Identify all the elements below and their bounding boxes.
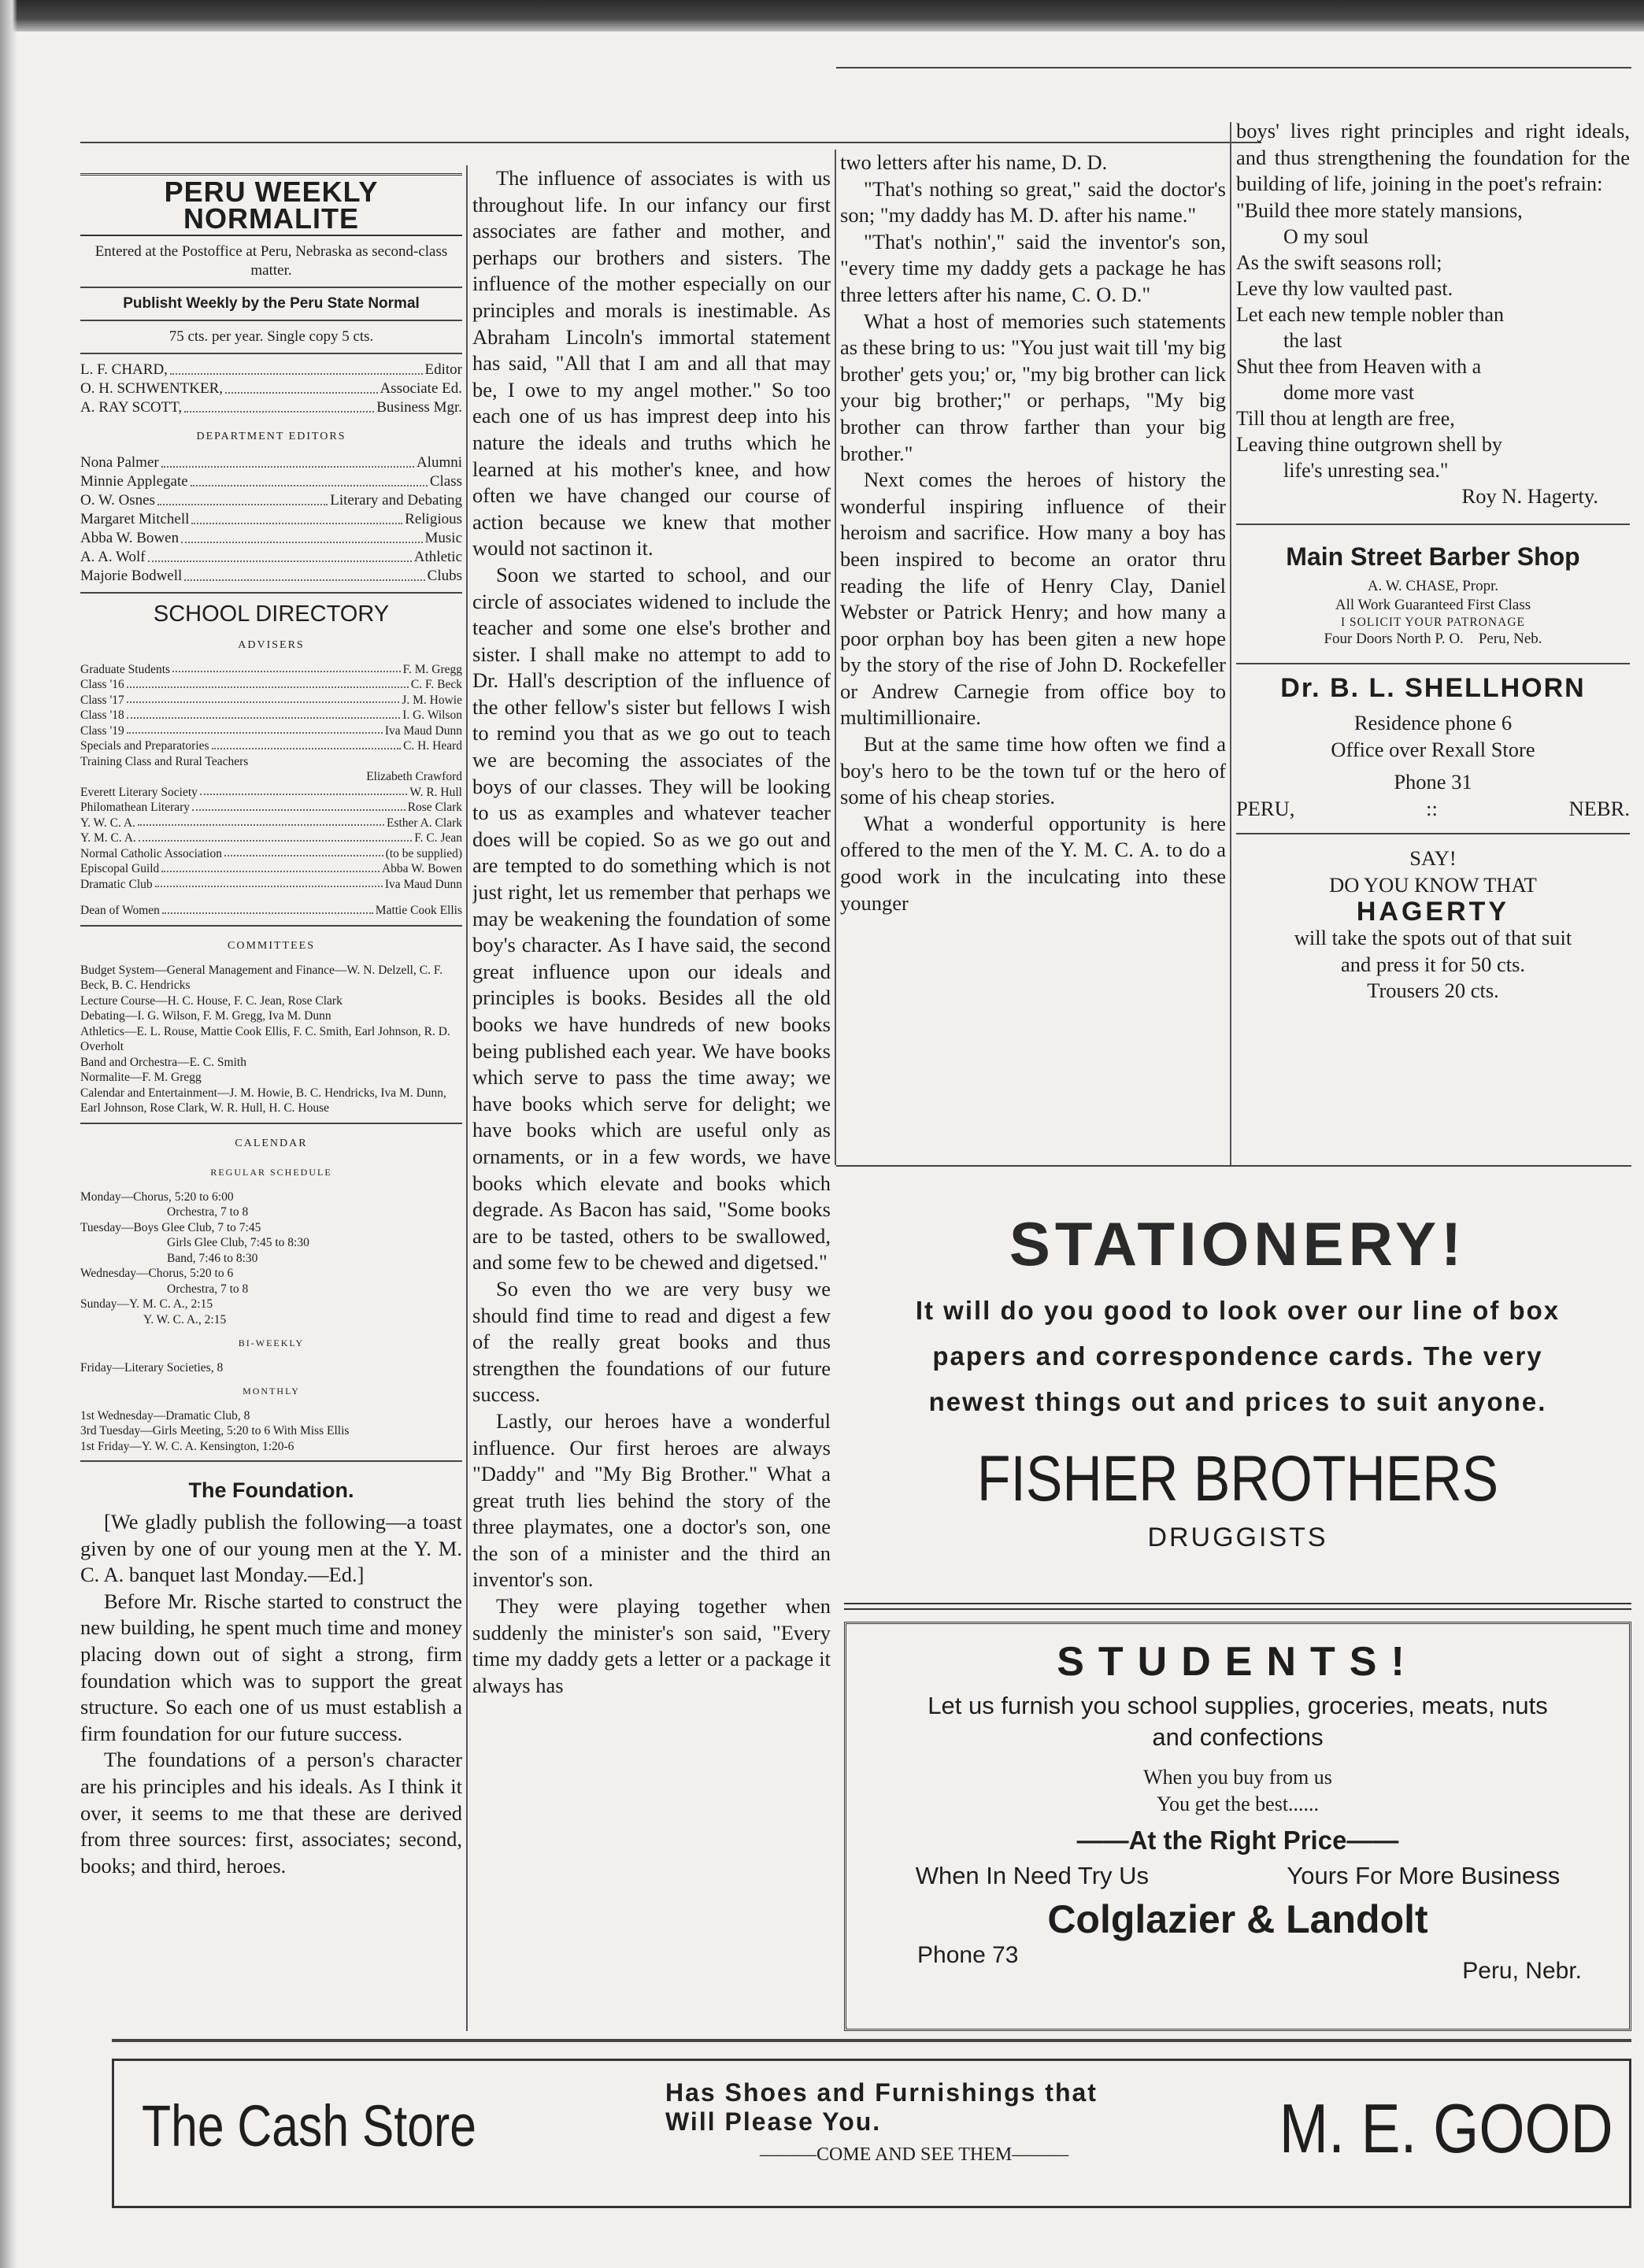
poem-line: Leve thy low vaulted past. xyxy=(1236,276,1453,300)
article-paragraph: "That's nothin'," said the inventor's son, "every time my daddy gets a package he has three letters after his name, C. O. D." xyxy=(840,229,1226,306)
rule xyxy=(80,353,462,354)
article-paragraph: But at the same time how often we find a boy's hero to be the town tuf or the hero of some of his cheap stories. xyxy=(840,732,1226,809)
rule xyxy=(80,320,462,321)
calendar-list xyxy=(80,1189,462,1328)
article-paragraph: What a wonderful opportunity is here offered to the men of the Y. M. C. A. to do a good work in the inculcating into these younger xyxy=(840,811,1226,915)
article-paragraph: [We gladly publish the following—a toast given by one of our young men at the Y. M. C. A. banquet last Monday.—Ed.] xyxy=(80,1510,462,1587)
article-paragraph: They were playing together when suddenly the minister's son said, "Every time my daddy gets a letter or a package it always has xyxy=(472,1594,831,1697)
poem-line: Shut thee from Heaven with a xyxy=(1236,354,1482,378)
dept-line: Margaret Mitchell Religious xyxy=(80,510,462,527)
poem-line: dome more vast xyxy=(1283,380,1415,404)
committees-heading: COMMITTEES xyxy=(228,939,315,952)
committee-item: Lecture Course—H. C. House, F. C. Jean, Rose Clark xyxy=(80,993,342,1008)
ads-top-rule xyxy=(836,1165,1631,1167)
article-paragraph: Next comes the heroes of history the wonderful inspiring influence of their heroism and sacrifice. How many a boy has been inspired to become an orator thru reading the life of Henry Clay, Daniel Webster or Patrick Henry; and how many a poor orphan boy has been giten a new hope by the story of the rise of John D. Rockefeller or Andrew Carnegie from office boy to multimillionaire. xyxy=(840,468,1226,730)
adviser-line: Dramatic Club Iva Maud Dunn xyxy=(80,877,462,891)
column-rule-3 xyxy=(1230,122,1231,1165)
calendar-item: Y. W. C. A., 2:15 xyxy=(143,1312,227,1326)
stationery-ad xyxy=(844,1193,1631,1610)
dept-line: A. A. Wolf Athletic xyxy=(80,548,462,565)
committee-item: Budget System—General Management and Finance—W. N. Delzell, C. F. Beck, B. C. Hendricks xyxy=(80,963,443,993)
hagerty-line: Trousers 20 cts. xyxy=(1367,979,1499,1003)
column-2 xyxy=(472,165,831,1699)
biweekly-heading: BI-WEEKLY xyxy=(238,1337,305,1349)
committee-item: Calendar and Entertainment—J. M. Howie, B. C. Hendricks, Iva M. Dunn, Earl Johnson, Rose Clark, W. R. Hull, H. C. House xyxy=(80,1086,446,1116)
scan-top-band xyxy=(0,0,1644,31)
adviser-line: Normal Catholic Association (to be supplied) xyxy=(80,846,462,860)
column-rule-1 xyxy=(466,165,468,2031)
hagerty-say: SAY! xyxy=(1409,846,1457,871)
article-title: The Foundation. xyxy=(188,1478,354,1503)
poem-line: As the swift seasons roll; xyxy=(1236,250,1442,274)
masthead-title: PERU WEEKLY NORMALITE xyxy=(80,173,462,236)
students-phone-line: Phone 73 Peru, Nebr. xyxy=(917,1942,1582,1984)
rule xyxy=(1236,524,1630,525)
barber-title: Main Street Barber Shop xyxy=(1286,542,1580,572)
students-firm: Colglazier & Landolt xyxy=(1047,1897,1428,1941)
masthead-price: 75 cts. per year. Single copy 5 cts. xyxy=(168,328,374,346)
monthly-item: 1st Wednesday—Dramatic Club, 8 xyxy=(80,1408,250,1423)
monthly-heading: MONTHLY xyxy=(243,1386,300,1397)
barber-line: All Work Guaranteed First Class xyxy=(1335,596,1531,613)
cash-owner: M. E. GOOD xyxy=(1279,2089,1613,2167)
calendar-item: Monday—Chorus, 5:20 to 6:00 xyxy=(80,1189,234,1204)
monthly-list xyxy=(80,1408,462,1455)
staff-line: A. RAY SCOTT, Business Mgr. xyxy=(80,399,462,416)
article-author: Roy N. Hagerty. xyxy=(1461,483,1598,508)
calendar-item: Sunday—Y. M. C. A., 2:15 xyxy=(80,1297,213,1312)
adviser-line: Y. M. C. A. F. C. Jean xyxy=(80,831,462,845)
hagerty-know: DO YOU KNOW THAT xyxy=(1329,873,1537,897)
committees-list xyxy=(80,963,462,1116)
adviser-line: Specials and Preparatories C. H. Heard xyxy=(80,739,462,753)
article-paragraph: The foundations of a person's character are his principles and his ideals. As I think it over, it seems to me that these are derived from three sources: first, associates; second, books; and third, heroes. xyxy=(80,1748,462,1878)
adviser-line: Class '19 Iva Maud Dunn xyxy=(80,723,462,738)
hagerty-line: will take the spots out of that suit xyxy=(1294,926,1572,950)
adviser-line: Philomathean Literary Rose Clark xyxy=(80,801,462,815)
stationery-firm: FISHER BROTHERS xyxy=(976,1443,1499,1515)
calendar-heading: CALENDAR xyxy=(235,1137,308,1149)
students-line: When you buy from us xyxy=(1143,1766,1332,1789)
doctor-ad xyxy=(1236,671,1630,827)
adviser-line: Everett Literary Society W. R. Hull xyxy=(80,785,462,799)
cash-title: The Cash Store xyxy=(142,2093,476,2159)
stationery-title: STATIONERY! xyxy=(1009,1209,1467,1278)
article-paragraph: So even tho we are very busy we should find time to read and digest a few of the really great books and thus strengthen the foundations of our future success. xyxy=(472,1276,831,1407)
rule xyxy=(80,1123,462,1124)
calendar-item: Wednesday—Chorus, 5:20 to 6 xyxy=(80,1267,234,1281)
stationery-line: papers and correspondence cards. The very xyxy=(932,1341,1543,1371)
students-ad xyxy=(844,1622,1631,2031)
monthly-item: 1st Friday—Y. W. C. A. Kensington, 1:20-6 xyxy=(80,1439,294,1453)
article-paragraph: Lastly, our heroes have a wonderful influence. Our first heroes are always "Daddy" and "My Big Brother." What a great truth lies behind the story of the three playmates, one a doctor's son, one the son of a minister and the third an inventor's son. xyxy=(472,1408,831,1592)
article-paragraph: "That's nothing so great," said the doctor's son; "my daddy has M. D. after his name." xyxy=(840,176,1226,228)
cash-store-ad xyxy=(112,2059,1631,2208)
barber-line: Four Doors North P. O. Peru, Neb. xyxy=(1324,631,1542,648)
committee-item: Athletics—E. L. Rouse, Mattie Cook Ellis, F. C. Smith, Earl Johnson, R. D. Overholt xyxy=(80,1024,450,1054)
calendar-item: Orchestra, 7 to 8 xyxy=(167,1282,249,1296)
article-paragraph: two letters after his name, D. D. xyxy=(840,150,1108,174)
advisers-heading: ADVISERS xyxy=(238,639,305,652)
biweekly-item: Friday—Literary Societies, 8 xyxy=(80,1360,224,1374)
scan-left-edge xyxy=(0,0,17,2268)
article-paragraph: Soon we started to school, and our circle of associates widened to include the teacher and some one else's brother and sister. I shall make no attempt to add to Dr. Hall's description of the influence of the other fellow's sister but fellows I wish to remind you that as we go out to teach we are becoming the associates of the boys of our classes. They will be looking to us as examples and whatever teacher does will be copied. So as we go out and are tempted to do something which is not just right, let us remember that perhaps we may be weakening the foundation of some boy's character. As I have said, the second great influence upon our ideals and principles is books. Besides all the old books we have hundreds of new books being published each year. We have books which serve to pass the time away; we have books which serve for delight; we have books which are useful only as ornaments, or in a few words, we have books which elevate and books which degrade. As Bacon has said, "Some books are to be tasted, others to be swallowed, and some few to be chewed and digetsed." xyxy=(472,562,831,1275)
dept-line: Majorie Bodwell Clubs xyxy=(80,567,462,584)
stationery-bottom-rule xyxy=(844,1603,1631,1610)
calendar-item: Tuesday—Boys Glee Club, 7 to 7:45 xyxy=(80,1220,261,1234)
article-paragraph: boys' lives right principles and right ideals, and thus strengthening the foundation for the building of life, joining in the poet's refrain: xyxy=(1236,119,1630,196)
cash-line: Has Shoes and Furnishings that xyxy=(665,2078,1098,2107)
column-rule-2 xyxy=(835,150,836,1165)
article-paragraph: Before Mr. Rische started to construct the new building, he spent much time and money placing down out of sight a strong, firm foundation which was to support the great structure. So each one of us must establish a firm foundation for our future success. xyxy=(80,1589,462,1745)
hagerty-line: and press it for 50 cts. xyxy=(1340,952,1526,976)
committee-item: Debating—I. G. Wilson, F. M. Gregg, Iva M. Dunn xyxy=(80,1009,331,1023)
committee-item: Band and Orchestra—E. C. Smith xyxy=(80,1055,246,1069)
stationery-line: It will do you good to look over our line of box xyxy=(915,1296,1561,1325)
cash-line: ———COME AND SEE THEM——— xyxy=(760,2144,1069,2165)
students-price: ——At the Right Price—— xyxy=(1076,1826,1399,1855)
barber-line: I SOLICIT YOUR PATRONAGE xyxy=(1341,615,1525,629)
poem-line: Till thou at length are free, xyxy=(1236,406,1455,430)
rule xyxy=(80,925,462,927)
hagerty-ad xyxy=(1236,841,1630,1009)
poem-line: "Build thee more stately mansions, xyxy=(1236,198,1523,222)
staff-line: L. F. CHARD, Editor xyxy=(80,361,462,379)
barber-line: A. W. CHASE, Propr. xyxy=(1367,577,1499,594)
adviser-line: Class '16 C. F. Beck xyxy=(80,678,462,692)
calendar-item: Girls Glee Club, 7:45 to 8:30 xyxy=(167,1236,309,1250)
poem-line: the last xyxy=(1283,328,1342,352)
doctor-line: Residence phone 6 xyxy=(1353,711,1513,735)
students-line: You get the best...... xyxy=(1156,1793,1320,1815)
students-line: Let us furnish you school supplies, groceries, meats, nuts xyxy=(928,1692,1548,1719)
poem-line: Let each new temple nobler than xyxy=(1236,302,1505,326)
dept-line: O. W. Osnes Literary and Debating xyxy=(80,491,462,509)
dept-line: Nona Palmer Alumni xyxy=(80,453,462,471)
adviser-line: Training Class and Rural Teachers Elizabeth Crawford xyxy=(80,754,462,784)
masthead-publisher: Publisht Weekly by the Peru State Normal xyxy=(123,295,420,313)
rule xyxy=(80,1460,462,1462)
bottom-rule xyxy=(112,2039,1631,2042)
article-paragraph: The influence of associates is with us throughout life. In our infancy our first associates are father and mother, and perhaps our brothers and sisters. The influence of the mother especially on our principles and morals is inestimable. As Abraham Lincoln's immortal statement has said, "All that I am and all that may be, I owe to my angel mother." So too each one of us has imprest deep into his nature the ideals and truths which he learned at his mother's knee, and how often we have changed our course of action because we knew that mother would not sactinon it. xyxy=(472,166,831,561)
hagerty-name: HAGERTY xyxy=(1356,896,1510,927)
stationery-line: newest things out and prices to suit anyone. xyxy=(928,1387,1547,1416)
adviser-line: Dean of Women Mattie Cook Ellis xyxy=(80,904,462,918)
adviser-line: Class '18 I. G. Wilson xyxy=(80,709,462,723)
rule xyxy=(1236,663,1630,664)
masthead-staff xyxy=(80,361,462,417)
column-3 xyxy=(840,150,1226,916)
poem-line: Leaving thine outgrown shell by xyxy=(1236,432,1502,456)
poem-line: O my soul xyxy=(1283,224,1369,248)
regular-heading: REGULAR SCHEDULE xyxy=(210,1167,332,1178)
adviser-line: Graduate Students F. M. Gregg xyxy=(80,662,462,676)
calendar-item: Band, 7:46 to 8:30 xyxy=(167,1251,258,1265)
cash-line: Will Please You. xyxy=(665,2107,882,2136)
monthly-item: 3rd Tuesday—Girls Meeting, 5:20 to 6 With Miss Ellis xyxy=(80,1424,350,1438)
doctor-line: Office over Rexall Store xyxy=(1331,737,1535,761)
committee-item: Normalite—F. M. Gregg xyxy=(80,1071,202,1085)
rule xyxy=(80,592,462,594)
staff-line: O. H. SCHWENTKER, Associate Ed. xyxy=(80,380,462,398)
header-rule xyxy=(80,142,1261,143)
students-title: STUDENTS! xyxy=(1057,1639,1419,1685)
dept-line: Minnie Applegate Class xyxy=(80,472,462,490)
barber-ad xyxy=(1236,531,1630,657)
adviser-line: Y. W. C. A. Esther A. Clark xyxy=(80,816,462,830)
doctor-phone: Phone 31 xyxy=(1394,770,1472,794)
top-rule xyxy=(836,67,1631,68)
newspaper-page xyxy=(17,31,1644,2268)
advisers-list xyxy=(80,662,462,919)
adviser-line: Episcopal Guild Abba W. Bowen xyxy=(80,862,462,876)
cash-middle xyxy=(665,2078,1216,2166)
poem-line: life's unresting sea." xyxy=(1283,458,1449,482)
doctor-city-line: PERU, :: NEBR. xyxy=(1236,796,1630,820)
directory-title: SCHOOL DIRECTORY xyxy=(153,601,390,627)
doctor-title: Dr. B. L. SHELLHORN xyxy=(1280,673,1586,704)
dept-heading: DEPARTMENT EDITORS xyxy=(196,431,346,443)
students-line: and confections xyxy=(1152,1723,1324,1751)
dept-line: Abba W. Bowen Music xyxy=(80,529,462,546)
students-need-line: When In Need Try Us Yours For More Business xyxy=(915,1862,1561,1889)
adviser-line: Class '17 J. M. Howie xyxy=(80,693,462,707)
article-paragraph: What a host of memories such statements as these bring to us: "You just wait till 'my big brother' gets you;' or, "my big brother can lick your big brother;" or perhaps, "My big brother can throw farther than your big brother." xyxy=(840,309,1226,465)
column-1 xyxy=(80,173,462,1879)
poem xyxy=(1236,198,1630,483)
dept-editors xyxy=(80,453,462,586)
rule xyxy=(80,287,462,288)
stationery-sub: DRUGGISTS xyxy=(1147,1522,1328,1552)
rule xyxy=(1236,833,1630,834)
calendar-item: Orchestra, 7 to 8 xyxy=(167,1205,249,1219)
column-4 xyxy=(1236,118,1630,1157)
masthead-entered: Entered at the Postoffice at Peru, Nebraska as second-class matter. xyxy=(94,243,448,279)
